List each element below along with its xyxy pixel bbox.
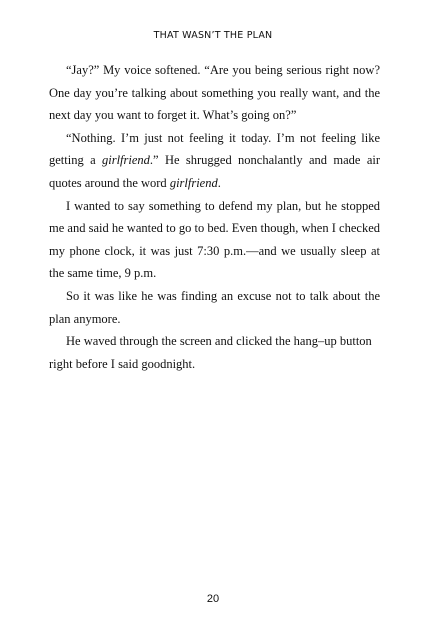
paragraph-3: I wanted to say something to defend my plan, but he stopped me and said he wanted to go to bed. Even though, when I checked my phone clock, it was just 7:30 p.m.—and we usually sleep at the same time, 9 p.m.: [49, 198, 380, 281]
paragraph-2-part-a: “Nothing. I’m just not feeling it today. I’m not feeling like getting a: [49, 130, 380, 168]
italic-girlfriend-2: girlfriend: [169, 175, 218, 190]
page-number: 20: [206, 593, 220, 605]
paragraph-1: “Jay?” My voice softened. “Are you being serious right now? One day you’re talking about something you really want, and the next day you want to forget it. What’s going on?”: [49, 63, 380, 123]
paragraph-2: [49, 127, 380, 195]
paragraph-4: So it was like he was finding an excuse not to talk about the plan anymore.: [49, 288, 380, 326]
italic-girlfriend-1: girlfriend: [101, 153, 150, 168]
paragraph-5: He waved through the screen and clicked the hang–up button right before I said goodnight.: [49, 334, 372, 371]
text-block: [49, 59, 380, 375]
running-head: THAT WASN’T THE PLAN: [153, 30, 273, 41]
paragraph-2-part-e: .: [217, 175, 221, 190]
paragraph-2-part-c: .” He shrugged nonchalantly and made air quotes around the word: [49, 153, 380, 190]
